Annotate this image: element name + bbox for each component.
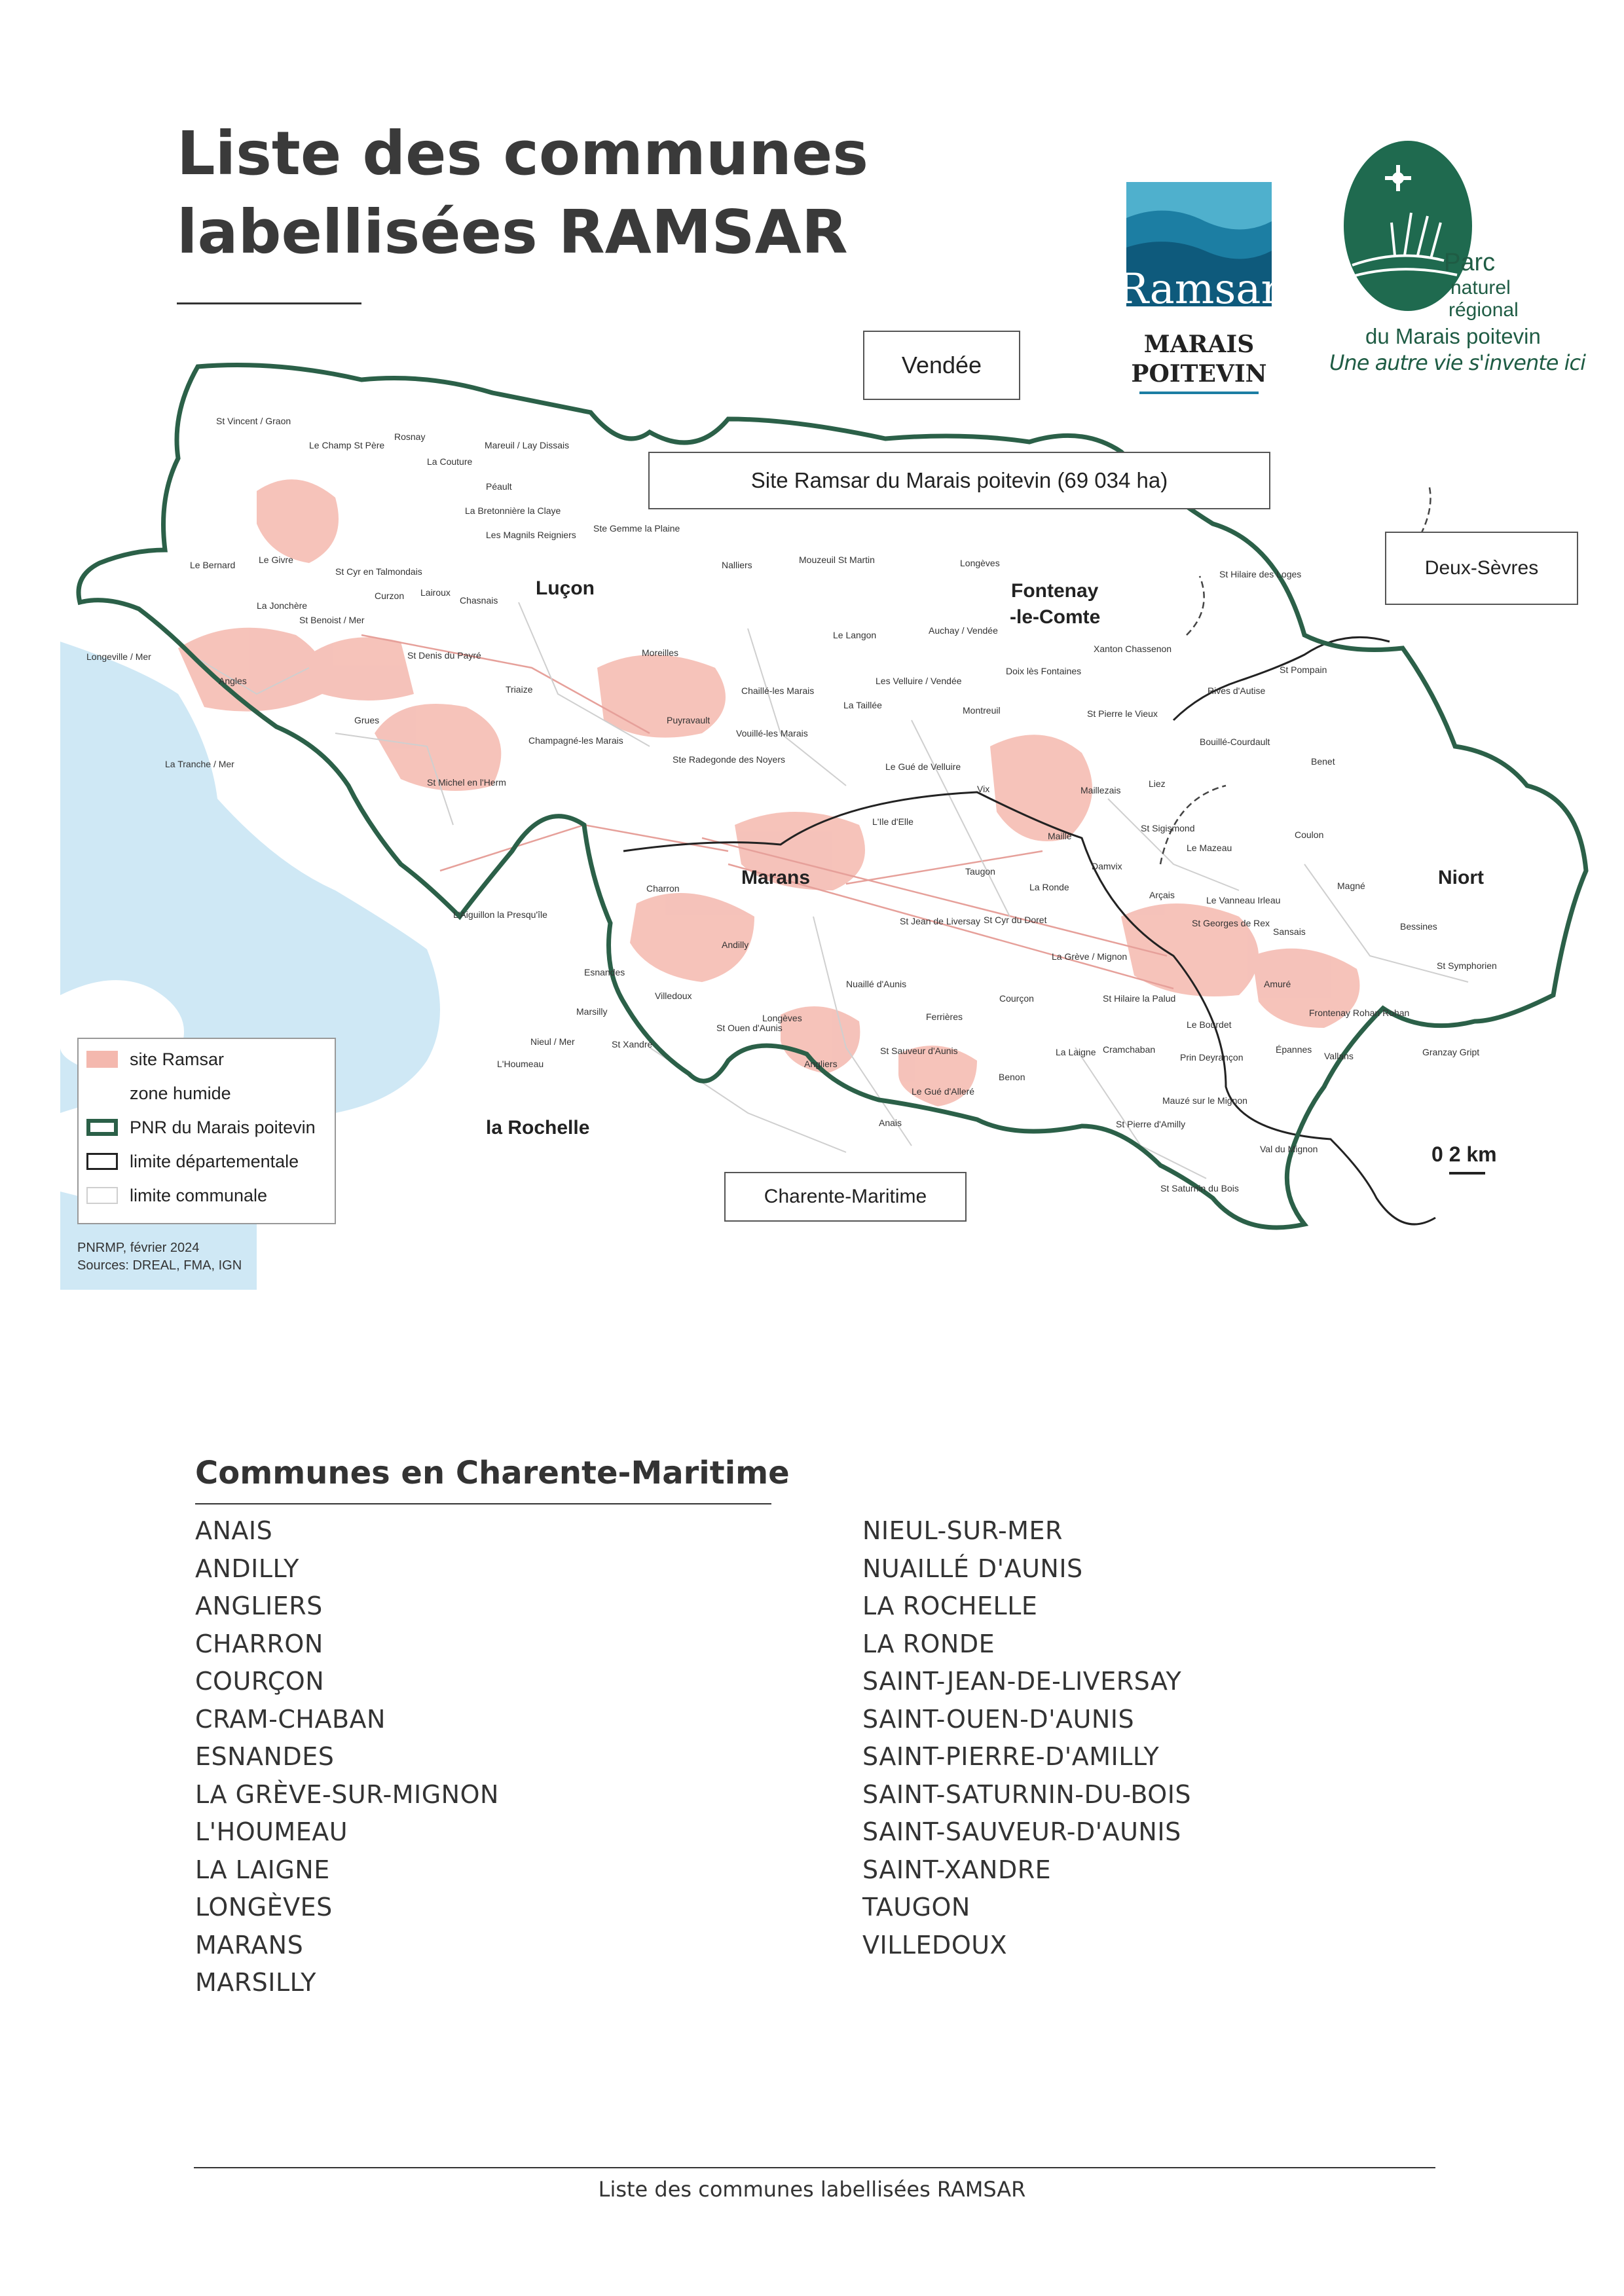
commune-item: MARANS [195, 1930, 304, 1959]
legend-item [86, 1046, 224, 1073]
legend-item [86, 1182, 267, 1209]
commune-label: Les Magnils Reigniers [486, 530, 576, 540]
legend-swatch-departmental [86, 1153, 118, 1170]
commune-label: Angliers [804, 1059, 838, 1069]
commune-label: St Sigismond [1141, 823, 1195, 833]
commune-item: CRAM-CHABAN [195, 1704, 386, 1734]
commune-label: Le Langon [833, 630, 877, 640]
commune-label: St Pierre le Vieux [1087, 708, 1158, 719]
commune-label: Péault [486, 481, 512, 492]
commune-list-right [862, 1512, 1191, 1964]
pnr-line-3: régional [1449, 299, 1519, 321]
title-line-1: Liste des communes [177, 118, 868, 189]
commune-label: Vouillé-les Marais [736, 728, 808, 738]
deux-sevres-label: Deux-Sèvres [1385, 532, 1578, 605]
commune-label: La Grève / Mignon [1052, 951, 1128, 962]
commune-label: St Jean de Liversay [900, 916, 980, 926]
commune-label: Mauzé sur le Mignon [1162, 1095, 1247, 1106]
commune-label: Anais [879, 1118, 902, 1128]
commune-label: Grues [354, 715, 380, 725]
commune-label: Nieul / Mer [530, 1036, 575, 1047]
commune-label: St Cyr du Doret [984, 915, 1047, 925]
commune-item: LA RONDE [862, 1629, 995, 1658]
commune-label: Chaillé-les Marais [741, 685, 815, 696]
commune-label: Marsilly [576, 1006, 608, 1017]
commune-label: Amuré [1264, 979, 1291, 989]
commune-item: CHARRON [195, 1629, 323, 1658]
commune-item: MARSILLY [195, 1968, 317, 1997]
commune-item: ANAIS [195, 1516, 273, 1545]
legend-label: limite départementale [130, 1151, 299, 1171]
commune-label: Auchay / Vendée [929, 625, 998, 636]
commune-label: Sansais [1273, 926, 1306, 937]
map-credit-date: PNRMP, février 2024 [77, 1241, 200, 1255]
commune-label: La Couture [427, 456, 473, 467]
commune-label: Charron [646, 883, 680, 894]
map-legend [77, 1038, 336, 1224]
commune-label: St Hilaire des Loges [1219, 569, 1302, 579]
commune-label: La Bretonnière la Claye [465, 505, 561, 516]
commune-item: ESNANDES [195, 1742, 335, 1771]
commune-item: COURÇON [195, 1667, 325, 1696]
commune-item: SAINT-PIERRE-D'AMILLY [862, 1742, 1160, 1771]
commune-item: TAUGON [862, 1893, 970, 1922]
legend-item [86, 1080, 231, 1107]
pnr-line-4: du Marais poitevin [1365, 324, 1541, 348]
commune-label: La Ronde [1029, 882, 1069, 892]
commune-item: LA GRÈVE-SUR-MIGNON [195, 1779, 499, 1809]
town-label: Niort [1438, 867, 1484, 888]
commune-label: Le Gué de Velluire [885, 761, 961, 772]
commune-label: Moreilles [642, 647, 679, 658]
commune-label: Prin Deyrançon [1180, 1052, 1244, 1063]
commune-label: Triaize [506, 684, 533, 695]
commune-label: Vix [977, 784, 990, 794]
commune-label: Andilly [722, 939, 749, 950]
legend-item [86, 1148, 299, 1175]
pnr-line-2: naturel [1450, 277, 1511, 299]
commune-label: Ste Gemme la Plaine [593, 523, 680, 534]
commune-label: Le Champ St Père [309, 440, 385, 450]
commune-item: SAINT-SAUVEUR-D'AUNIS [862, 1817, 1181, 1846]
commune-label: Le Mazeau [1187, 843, 1232, 853]
commune-label: St Sauveur d'Aunis [880, 1046, 958, 1056]
title-line-2: labellisées RAMSAR [177, 197, 848, 267]
town-label: Marans [741, 867, 811, 888]
map-credit-sources: Sources: DREAL, FMA, IGN [77, 1258, 242, 1273]
commune-label: St Michel en l'Herm [427, 777, 506, 788]
commune-label: Maillé [1048, 831, 1072, 841]
vendee-label: Vendée [863, 331, 1020, 400]
commune-label: Taugon [965, 866, 995, 877]
commune-label: Benon [999, 1072, 1025, 1082]
town-label: Luçon [536, 577, 595, 599]
commune-label: Cramchaban [1103, 1044, 1156, 1055]
commune-item: LA ROCHELLE [862, 1592, 1038, 1620]
commune-label: St Benoist / Mer [299, 615, 365, 625]
pnr-line-1: Parc [1444, 249, 1496, 276]
commune-label: Le Bourdet [1187, 1019, 1232, 1030]
commune-item: SAINT-JEAN-DE-LIVERSAY [862, 1667, 1182, 1696]
legend-label: zone humide [130, 1083, 231, 1103]
commune-label: Arçais [1149, 890, 1175, 900]
commune-label: Benet [1311, 756, 1335, 767]
site-ramsar-label: Site Ramsar du Marais poitevin (69 034 ha) [648, 452, 1270, 509]
legend-label: site Ramsar [130, 1049, 225, 1069]
commune-label: Val du Mignon [1260, 1144, 1318, 1154]
commune-label: La Tranche / Mer [165, 759, 234, 769]
commune-label: L'Aiguillon la Presqu'île [453, 909, 547, 920]
commune-label: Maillezais [1080, 785, 1121, 795]
commune-label: Mouzeuil St Martin [799, 555, 875, 565]
commune-label: Courçon [999, 993, 1034, 1004]
commune-label: Ferrières [926, 1011, 963, 1022]
commune-label: Longèves [960, 558, 1000, 568]
commune-label: Les Velluire / Vendée [876, 676, 962, 686]
legend-swatch-wetland [86, 1085, 118, 1102]
commune-list-left [195, 1512, 499, 2002]
commune-label: Angles [219, 676, 247, 686]
commune-label: La Taillée [843, 700, 882, 710]
commune-label: Nalliers [722, 560, 752, 570]
legend-swatch-ramsar [86, 1051, 118, 1068]
commune-label: Mareuil / Lay Dissais [485, 440, 570, 450]
commune-label: L'Ile d'Elle [872, 816, 913, 827]
commune-label: Rosnay [394, 431, 426, 442]
commune-item: ANDILLY [195, 1554, 299, 1583]
commune-label: Granzay Gript [1422, 1047, 1480, 1057]
title-divider [177, 302, 361, 304]
footer-text: Liste des communes labellisées RAMSAR [598, 2177, 1026, 2202]
commune-label: Le Vanneau Irleau [1206, 895, 1281, 905]
commune-label: Xanton Chassenon [1094, 644, 1172, 654]
commune-label: Magné [1337, 881, 1365, 891]
charente-maritime-label: Charente-Maritime [724, 1172, 967, 1222]
commune-label: Ste Radegonde des Noyers [673, 754, 785, 765]
commune-item: L'HOUMEAU [195, 1817, 348, 1846]
commune-label: Nuaillé d'Aunis [846, 979, 907, 989]
commune-label: Lairoux [420, 587, 451, 598]
commune-label: Damvix [1092, 861, 1122, 871]
commune-label: Puyravault [667, 715, 710, 725]
ramsar-word: Ramsar [1116, 265, 1282, 314]
map-scale-label: 0 2 km [1431, 1142, 1497, 1166]
pnr-tagline: Une autre vie s'invente ici [1329, 350, 1586, 375]
legend-label: PNR du Marais poitevin [130, 1117, 316, 1137]
ramsar-line-2: POITEVIN [1131, 360, 1267, 388]
commune-label: Villedoux [655, 991, 692, 1001]
commune-item: SAINT-SATURNIN-DU-BOIS [862, 1779, 1192, 1809]
commune-label: Champagné-les Marais [528, 735, 623, 746]
commune-item: LONGÈVES [195, 1893, 333, 1922]
commune-label: St Saturnin du Bois [1160, 1183, 1239, 1194]
commune-label: Vallans [1324, 1051, 1354, 1061]
commune-label: Frontenay Rohan Rohan [1309, 1008, 1410, 1018]
commune-item: VILLEDOUX [862, 1930, 1008, 1959]
legend-item [86, 1114, 316, 1141]
town-label: -le-Comte [1010, 606, 1101, 628]
section-heading: Communes en Charente-Maritime [195, 1455, 790, 1491]
commune-item: SAINT-OUEN-D'AUNIS [862, 1704, 1135, 1734]
town-label: la Rochelle [486, 1117, 590, 1139]
commune-label: Le Givre [259, 555, 293, 565]
commune-label: St Georges de Rex [1192, 918, 1270, 928]
commune-item: LA LAIGNE [195, 1855, 330, 1884]
commune-item: NIEUL-SUR-MER [862, 1516, 1063, 1545]
commune-label: Montreuil [963, 705, 1001, 716]
commune-item: NUAILLÉ D'AUNIS [862, 1554, 1083, 1583]
commune-label: Chasnais [460, 595, 498, 606]
commune-label: Doix lès Fontaines [1006, 666, 1082, 676]
ramsar-line-1: MARAIS [1143, 331, 1255, 358]
commune-label: St Vincent / Graon [216, 416, 291, 426]
town-label: Fontenay [1011, 580, 1099, 602]
footer-divider [194, 2167, 1435, 2168]
commune-label: Longeville / Mer [86, 651, 151, 662]
commune-label: St Denis du Payré [407, 650, 481, 661]
map-scale-bar [1449, 1172, 1485, 1175]
legend-label: limite communale [130, 1185, 268, 1205]
commune-label: Bessines [1400, 921, 1437, 932]
page-title [177, 115, 930, 272]
commune-label: Longèves [762, 1013, 802, 1023]
section-divider [195, 1503, 771, 1504]
commune-label: Curzon [375, 591, 405, 601]
commune-label: St Xandre [612, 1039, 653, 1049]
commune-label: St Hilaire la Palud [1103, 993, 1176, 1004]
commune-label: Épannes [1276, 1044, 1312, 1055]
commune-label: Rives d'Autise [1208, 685, 1266, 696]
commune-label: La Jonchère [257, 600, 308, 611]
commune-label: St Ouen d'Aunis [716, 1023, 783, 1033]
commune-label: Le Bernard [190, 560, 236, 570]
legend-swatch-communal [86, 1187, 118, 1204]
commune-label: St Cyr en Talmondais [335, 566, 422, 577]
commune-label: St Symphorien [1437, 960, 1497, 971]
commune-label: Le Gué d'Alleré [912, 1086, 975, 1097]
commune-label: Esnandes [584, 967, 625, 977]
commune-label: St Pompain [1280, 665, 1327, 675]
commune-label: St Pierre d'Amilly [1116, 1119, 1186, 1129]
commune-item: SAINT-XANDRE [862, 1855, 1052, 1884]
legend-swatch-pnr [86, 1119, 118, 1136]
commune-item: ANGLIERS [195, 1592, 323, 1620]
commune-label: La Laigne [1056, 1047, 1096, 1057]
commune-label: Bouillé-Courdault [1200, 737, 1270, 747]
commune-label: L'Houmeau [497, 1059, 544, 1069]
commune-label: Liez [1149, 778, 1166, 789]
commune-label: Coulon [1295, 829, 1324, 840]
